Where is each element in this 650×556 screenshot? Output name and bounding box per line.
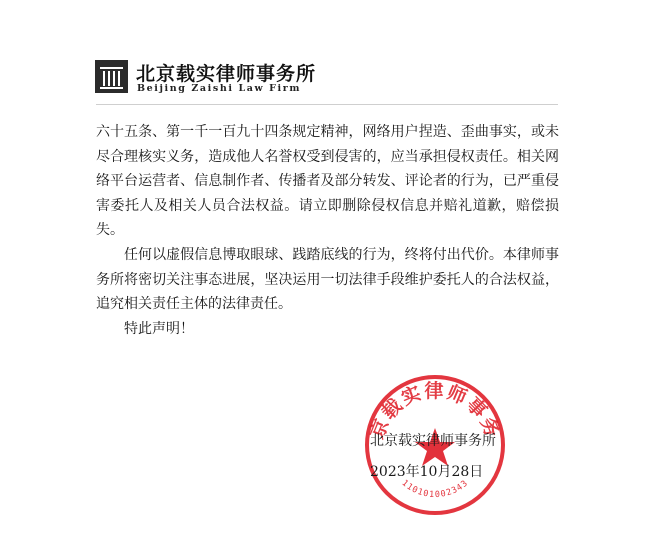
signature-date: 2023年10月28日 [370, 464, 484, 480]
firm-logo-icon [95, 60, 128, 93]
firm-name-en: Beijing Zaishi Law Firm [137, 83, 301, 94]
signature-firm: 北京载实律师事务所 [370, 433, 496, 449]
letterhead-divider [96, 104, 558, 105]
paragraph-closing: 特此声明！ [124, 320, 194, 337]
statement-body [96, 120, 559, 341]
firm-name-cn: 北京载实律师事务所 [136, 63, 317, 85]
seal-text: 京载实律师事务 [366, 380, 504, 442]
svg-text:110101002343 [400, 478, 471, 500]
paragraph-warning: 任何以虚假信息博取眼球、践踏底线的行为，终将付出代价。本律师事务所将密切关注事态进展，坚决运用一切法律手段维护委托人的合法权益，追究相关责任主体的法律责任。 [96, 246, 559, 313]
paragraph-legal-basis: 六十五条、第一千一百九十四条规定精神，网络用户捏造、歪曲事实，或未尽合理核实义务，造成他人名誉权受到侵害的，应当承担侵权责任。相关网络平台运营者、信息制作者、传播者及部分转发、评论者的行为，已严重侵害委托人及相关人员合法权益。请立即删除侵权信息并赔礼道歉，赔偿损失。 [96, 124, 559, 239]
seal-number: 110101002343 [399, 478, 471, 501]
